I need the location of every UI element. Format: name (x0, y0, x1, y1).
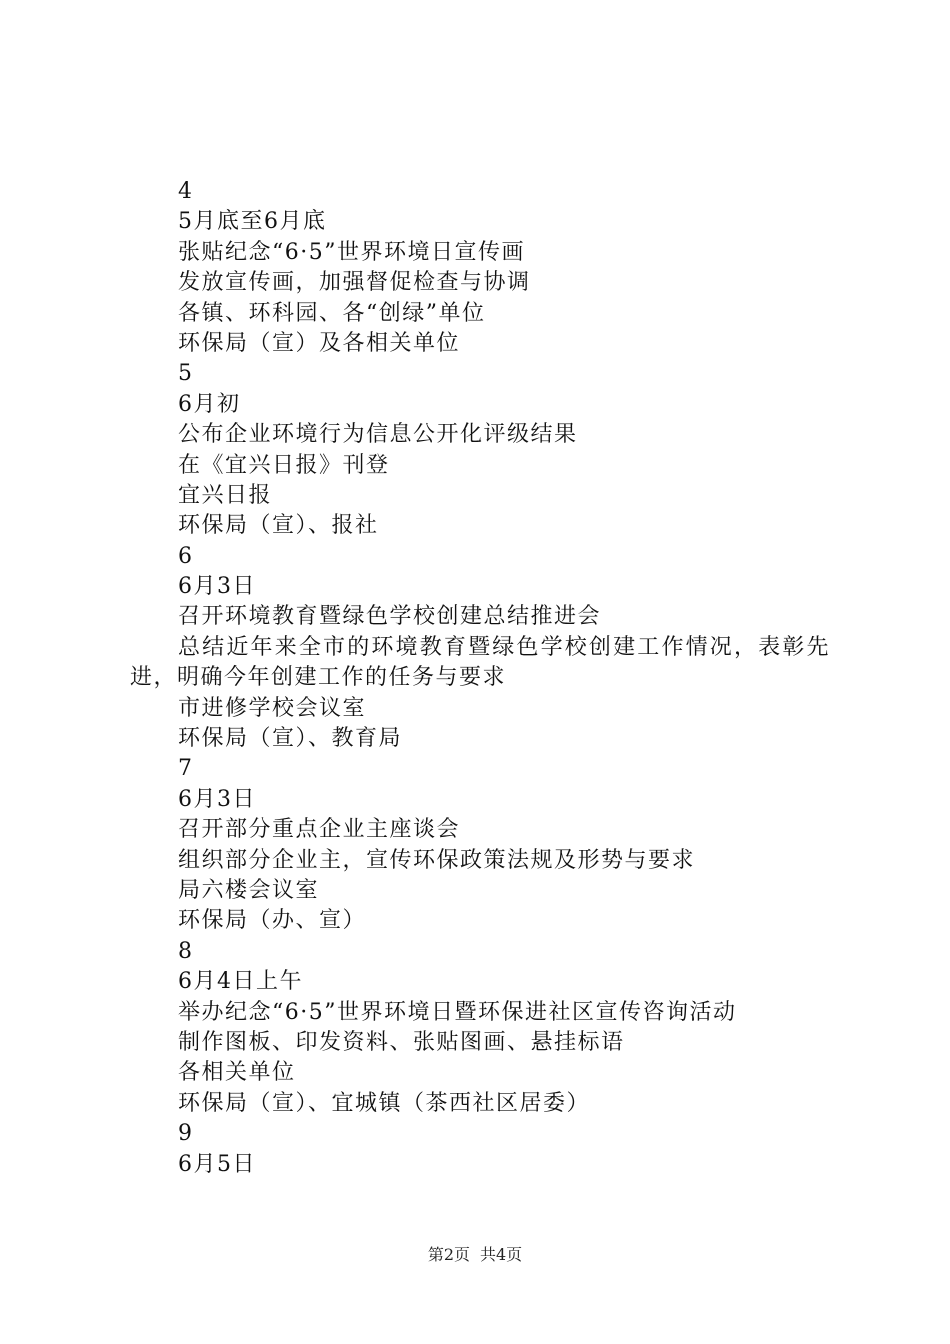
row-responsible: 环保局（宣）、宜城镇（茶西社区居委） (178, 1090, 591, 1116)
row-responsible: 环保局（办、宣） (178, 908, 367, 934)
row-date: 5月底至6月底 (178, 209, 327, 235)
row-responsible: 环保局（宣）及各相关单位 (178, 330, 461, 356)
row-location: 宜兴日报 (178, 482, 273, 508)
row-date: 6月3日 (178, 574, 256, 600)
page-total: 共4页 (480, 1245, 523, 1264)
row-responsible: 环保局（宣）、报社 (178, 513, 379, 539)
row-content: 制作图板、印发资料、张贴图画、悬挂标语 (178, 1029, 625, 1055)
row-number: 5 (178, 361, 194, 387)
row-activity: 举办纪念“6·5”世界环境日暨环保进社区宣传咨询活动 (178, 999, 737, 1025)
row-content: 组织部分企业主，宣传环保政策法规及形势与要求 (178, 847, 696, 873)
row-location: 局六楼会议室 (178, 878, 320, 904)
page-number: 第2页 (427, 1245, 470, 1264)
row-number: 9 (178, 1121, 194, 1147)
row-responsible: 环保局（宣）、教育局 (178, 726, 403, 752)
row-date: 6月初 (178, 391, 241, 417)
row-activity: 召开部分重点企业主座谈会 (178, 817, 461, 843)
row-content: 总结近年来全市的环境教育暨绿色学校创建工作情况，表彰先进，明确今年创建工作的任务与要求 (130, 634, 830, 691)
row-location: 市进修学校会议室 (178, 695, 367, 721)
row-number: 8 (178, 938, 194, 964)
row-content: 在《宜兴日报》刊登 (178, 452, 390, 478)
row-content: 发放宣传画，加强督促检查与协调 (178, 270, 531, 296)
row-number: 7 (178, 756, 194, 782)
row-location: 各镇、环科园、各“创绿”单位 (178, 300, 486, 326)
row-activity: 公布企业环境行为信息公开化评级结果 (178, 422, 578, 448)
row-activity: 张贴纪念“6·5”世界环境日宣传画 (178, 239, 525, 265)
row-date: 6月4日上午 (178, 969, 303, 995)
row-activity: 召开环境教育暨绿色学校创建总结推进会 (178, 604, 602, 630)
row-number: 6 (178, 543, 194, 569)
page-footer (0, 1244, 950, 1266)
row-date: 6月3日 (178, 786, 256, 812)
schedule-text-block (130, 177, 830, 1180)
row-number: 4 (178, 179, 194, 204)
row-date: 6月5日 (178, 1151, 256, 1177)
row-location: 各相关单位 (178, 1060, 296, 1086)
